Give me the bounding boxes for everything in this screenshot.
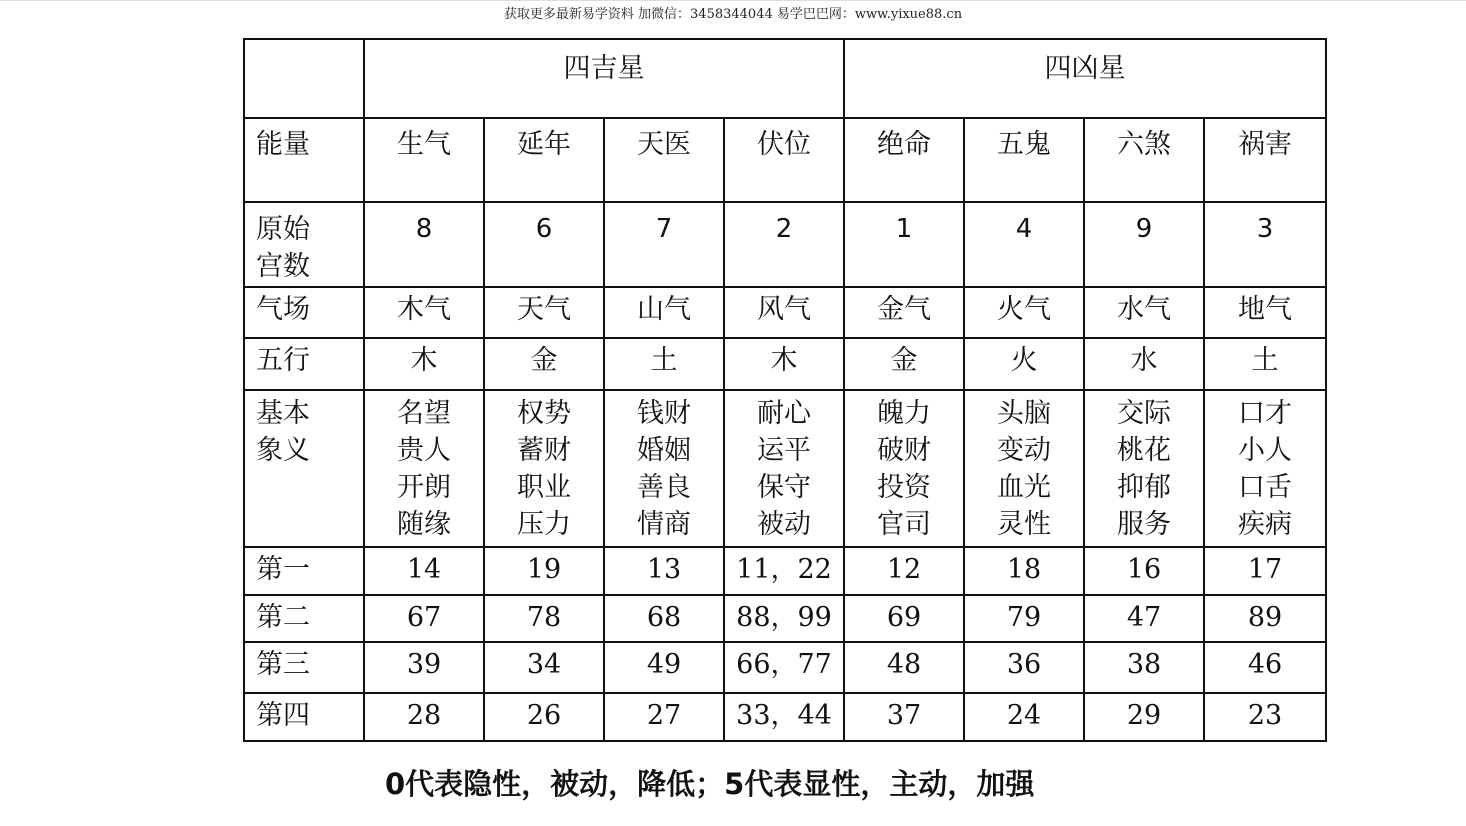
meaning-word: 钱财 [637, 398, 691, 429]
element-cell: 木 [364, 338, 484, 390]
stars-cell: 六煞 [1084, 118, 1204, 202]
element-cell: 木 [724, 338, 844, 390]
palace-cell: 4 [964, 202, 1084, 287]
meaning-cell [1204, 390, 1326, 547]
star-table [243, 38, 1327, 742]
fourth-row [244, 693, 1326, 741]
meaning-word: 投资 [877, 472, 931, 503]
stars-cell: 绝命 [844, 118, 964, 202]
meaning-cell [364, 390, 484, 547]
palace-cell: 6 [484, 202, 604, 287]
qi-cell: 水气 [1084, 287, 1204, 338]
meaning-word: 运平 [757, 435, 811, 466]
qi-cell: 木气 [364, 287, 484, 338]
palace-cell: 1 [844, 202, 964, 287]
unlucky-group-header: 四凶星 [844, 39, 1326, 118]
meaning-cell [964, 390, 1084, 547]
footer-note: 0代表隐性，被动，降低；5代表显性，主动，加强 [385, 767, 1035, 801]
meaning-word: 交际 [1117, 398, 1171, 429]
row-label-qi: 气场 [244, 287, 364, 338]
third-cell: 66，77 [724, 642, 844, 693]
meaning-word: 疾病 [1238, 509, 1292, 540]
stars-cell: 生气 [364, 118, 484, 202]
row-label-energy: 能量 [244, 118, 364, 202]
stars-cell: 延年 [484, 118, 604, 202]
meaning-word: 头脑 [997, 398, 1051, 429]
fourth-cell: 28 [364, 693, 484, 741]
element-cell: 土 [604, 338, 724, 390]
second-row [244, 595, 1326, 642]
meaning-cell [1084, 390, 1204, 547]
third-cell: 48 [844, 642, 964, 693]
meaning-word: 服务 [1117, 509, 1171, 540]
row-label-third: 第三 [244, 642, 364, 693]
third-cell: 39 [364, 642, 484, 693]
qi-cell: 金气 [844, 287, 964, 338]
second-cell: 79 [964, 595, 1084, 642]
row-label-fourth: 第四 [244, 693, 364, 741]
element-cell: 水 [1084, 338, 1204, 390]
meaning-word: 被动 [757, 509, 811, 540]
fourth-cell: 27 [604, 693, 724, 741]
first-cell: 13 [604, 547, 724, 595]
row-label-palace: 原始 宫数 [244, 202, 364, 287]
qi-cell: 风气 [724, 287, 844, 338]
meaning-word: 官司 [877, 509, 931, 540]
second-cell: 68 [604, 595, 724, 642]
meaning-word: 灵性 [997, 509, 1051, 540]
meaning-word: 破财 [877, 435, 931, 466]
fourth-cell: 37 [844, 693, 964, 741]
meaning-word: 抑郁 [1117, 472, 1171, 503]
first-row [244, 547, 1326, 595]
row-label-meaning: 基本 象义 [244, 390, 364, 547]
meaning-row [244, 390, 1326, 547]
qi-cell: 地气 [1204, 287, 1326, 338]
third-cell: 49 [604, 642, 724, 693]
element-cell: 土 [1204, 338, 1326, 390]
qi-cell: 山气 [604, 287, 724, 338]
third-cell: 34 [484, 642, 604, 693]
energy-row [244, 118, 1326, 202]
fourth-cell: 33，44 [724, 693, 844, 741]
fourth-cell: 24 [964, 693, 1084, 741]
element-cell: 火 [964, 338, 1084, 390]
element-row [244, 338, 1326, 390]
meaning-word: 情商 [637, 509, 691, 540]
palace-cell: 7 [604, 202, 724, 287]
meaning-word: 变动 [997, 435, 1051, 466]
second-cell: 89 [1204, 595, 1326, 642]
meaning-word: 血光 [997, 472, 1051, 503]
meaning-cell [844, 390, 964, 547]
meaning-word: 桃花 [1117, 435, 1171, 466]
group-header-row [244, 39, 1326, 118]
second-cell: 69 [844, 595, 964, 642]
qi-row [244, 287, 1326, 338]
meaning-word: 职业 [517, 472, 571, 503]
first-cell: 12 [844, 547, 964, 595]
stars-cell: 五鬼 [964, 118, 1084, 202]
meaning-word: 口才 [1238, 398, 1292, 429]
stars-cell: 祸害 [1204, 118, 1326, 202]
fourth-cell: 23 [1204, 693, 1326, 741]
stars-cell: 伏位 [724, 118, 844, 202]
palace-cell: 9 [1084, 202, 1204, 287]
stars-cell: 天医 [604, 118, 724, 202]
meaning-word: 权势 [517, 398, 571, 429]
meaning-word: 婚姻 [637, 435, 691, 466]
third-cell: 38 [1084, 642, 1204, 693]
row-label-element: 五行 [244, 338, 364, 390]
first-cell: 19 [484, 547, 604, 595]
second-cell: 88，99 [724, 595, 844, 642]
qi-cell: 天气 [484, 287, 604, 338]
row-label-first: 第一 [244, 547, 364, 595]
meaning-word: 压力 [517, 509, 571, 540]
third-row [244, 642, 1326, 693]
meaning-word: 开朗 [397, 472, 451, 503]
first-cell: 16 [1084, 547, 1204, 595]
fourth-cell: 26 [484, 693, 604, 741]
second-cell: 78 [484, 595, 604, 642]
first-cell: 14 [364, 547, 484, 595]
palace-row [244, 202, 1326, 287]
element-cell: 金 [844, 338, 964, 390]
palace-cell: 8 [364, 202, 484, 287]
third-cell: 46 [1204, 642, 1326, 693]
meaning-word: 魄力 [877, 398, 931, 429]
header-banner: 获取更多最新易学资料 加微信：3458344044 易学巴巴网：www.yixue88.cn [503, 7, 963, 22]
row-label-second: 第二 [244, 595, 364, 642]
corner-cell [244, 39, 364, 118]
second-cell: 67 [364, 595, 484, 642]
meaning-word: 耐心 [757, 398, 811, 429]
meaning-word: 贵人 [397, 435, 451, 466]
first-cell: 11，22 [724, 547, 844, 595]
palace-cell: 3 [1204, 202, 1326, 287]
meaning-word: 口舌 [1238, 472, 1292, 503]
meaning-word: 小人 [1238, 435, 1292, 466]
meaning-cell [724, 390, 844, 547]
meaning-cell [604, 390, 724, 547]
qi-cell: 火气 [964, 287, 1084, 338]
lucky-group-header: 四吉星 [364, 39, 844, 118]
meaning-word: 蓄财 [517, 435, 571, 466]
palace-cell: 2 [724, 202, 844, 287]
first-cell: 18 [964, 547, 1084, 595]
meaning-word: 善良 [637, 472, 691, 503]
element-cell: 金 [484, 338, 604, 390]
first-cell: 17 [1204, 547, 1326, 595]
meaning-word: 保守 [757, 472, 811, 503]
second-cell: 47 [1084, 595, 1204, 642]
third-cell: 36 [964, 642, 1084, 693]
fourth-cell: 29 [1084, 693, 1204, 741]
meaning-word: 随缘 [397, 509, 451, 540]
meaning-word: 名望 [397, 398, 451, 429]
meaning-cell [484, 390, 604, 547]
